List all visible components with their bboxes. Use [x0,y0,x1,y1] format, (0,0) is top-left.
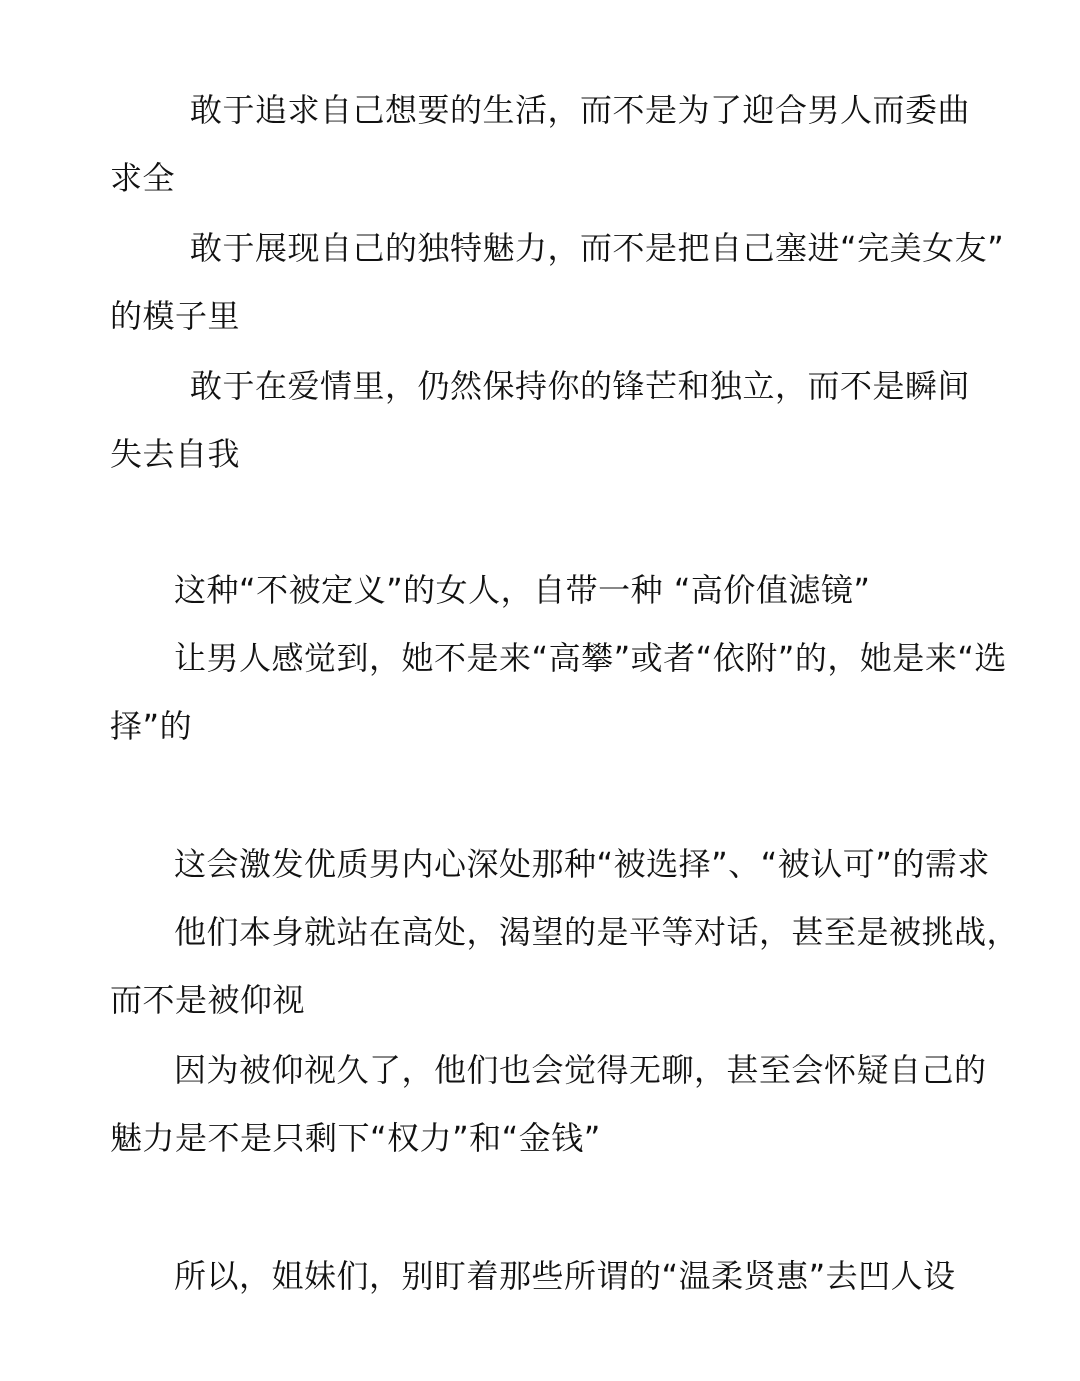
paragraph-line: 敢于追求自己想要的生活，而不是为了迎合男人而委曲 [190,91,971,129]
paragraph-line: 择”的 [110,707,193,745]
paragraph-line: 这会激发优质男内心深处那种“被选择”、“被认可”的需求 [174,845,990,883]
paragraph-line: 的模子里 [110,297,241,335]
paragraph-line: 他们本身就站在高处，渴望的是平等对话，甚至是被挑战， [174,913,1020,951]
paragraph-line: 而不是被仰视 [110,981,306,1019]
paragraph-line: 魅力是不是只剩下“权力”和“金钱” [110,1119,601,1157]
paragraph-line: 这种“不被定义”的女人，自带一种 “高价值滤镜” [174,571,871,609]
paragraph-line: 因为被仰视久了，他们也会觉得无聊，甚至会怀疑自己的 [174,1051,987,1089]
paragraph-line: 敢于展现自己的独特魅力，而不是把自己塞进“完美女友” [190,229,1005,267]
paragraph-line: 失去自我 [110,435,241,473]
paragraph-line: 所以，姐妹们，别盯着那些所谓的“温柔贤惠”去凹人设 [174,1257,956,1295]
paragraph-line: 让男人感觉到，她不是来“高攀”或者“依附”的，她是来“选 [174,639,1007,677]
paragraph-line: 求全 [110,159,176,197]
paragraph-line: 敢于在爱情里，仍然保持你的锋芒和独立，而不是瞬间 [190,367,971,405]
